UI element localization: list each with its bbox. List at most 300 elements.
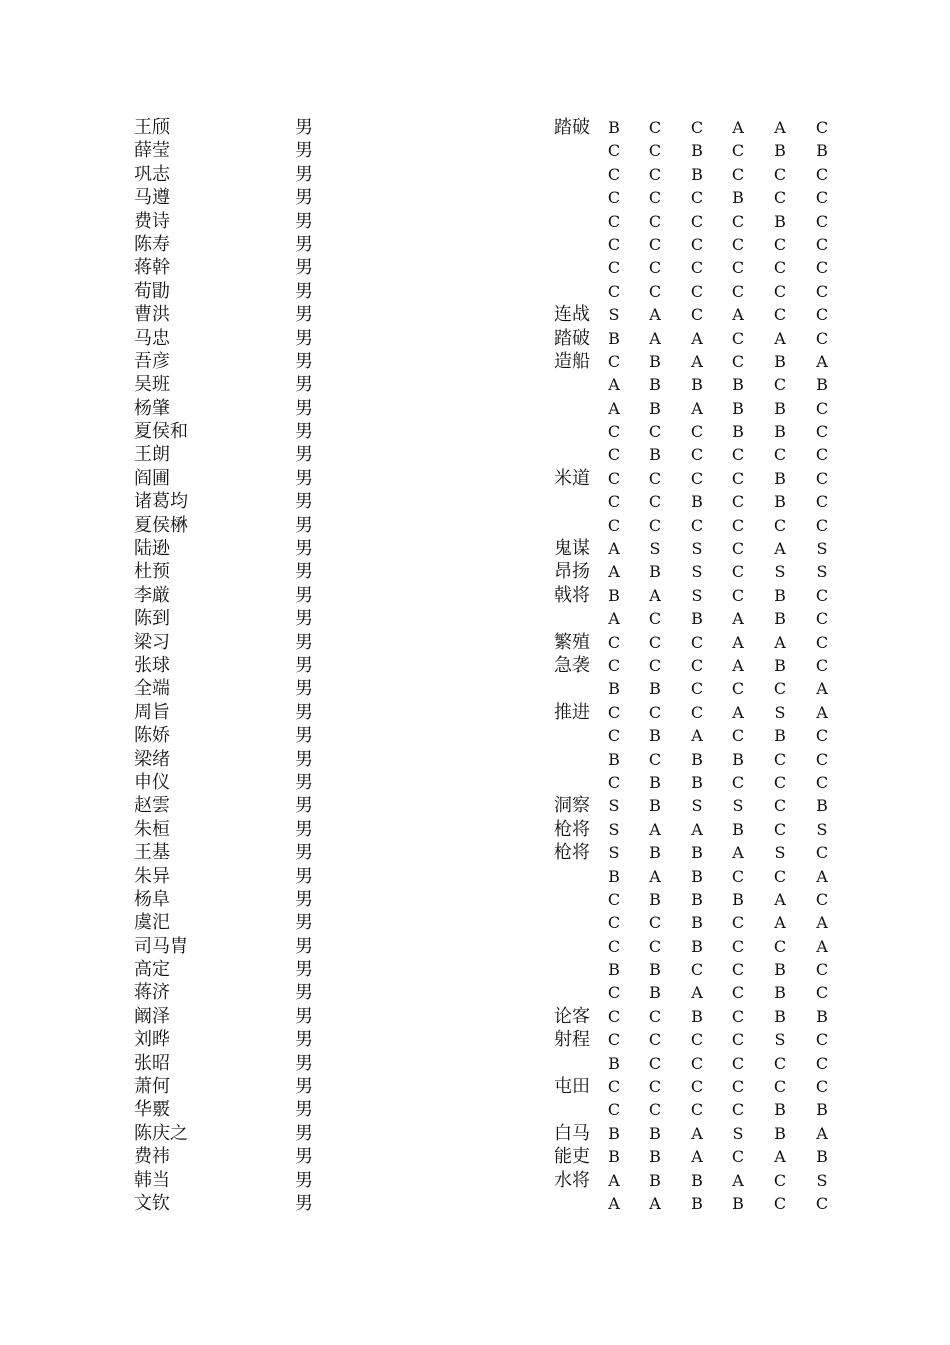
officer-gender: 男 xyxy=(295,233,313,255)
grade-cell: C xyxy=(815,983,829,1003)
officer-name: 刘晔 xyxy=(134,1029,170,1051)
grade-cell: C xyxy=(815,1193,829,1213)
grade-cell: C xyxy=(773,258,787,278)
table-row xyxy=(0,958,950,981)
table-row xyxy=(0,420,950,443)
grade-cell: C xyxy=(731,866,745,886)
grade-cell: C xyxy=(815,772,829,792)
officer-name: 杜预 xyxy=(134,561,170,583)
grade-cell: A xyxy=(649,585,661,605)
table-row xyxy=(0,1075,950,1098)
grade-cell: A xyxy=(774,539,786,559)
officer-name: 张球 xyxy=(134,654,170,676)
grade-cell: C xyxy=(731,1077,745,1097)
grade-cell: C xyxy=(607,702,621,722)
officer-gender: 男 xyxy=(295,912,313,934)
grade-cell: C xyxy=(731,445,745,465)
officer-gender: 男 xyxy=(295,327,313,349)
officer-gender: 男 xyxy=(295,210,313,232)
table-row xyxy=(0,607,950,630)
officer-name: 马忠 xyxy=(134,327,170,349)
grade-cell: A xyxy=(691,726,703,746)
grade-cell: S xyxy=(774,843,786,863)
grade-cell: A xyxy=(774,1147,786,1167)
officer-gender: 男 xyxy=(295,491,313,513)
grade-cell: B xyxy=(732,398,744,418)
grade-cell: A xyxy=(816,351,828,371)
grade-cell: S xyxy=(732,796,744,816)
grade-cell: A xyxy=(774,632,786,652)
grade-cell: B xyxy=(774,492,786,512)
grade-cell: C xyxy=(690,281,704,301)
officer-skill: 踏破 xyxy=(554,117,590,138)
table-row xyxy=(0,514,950,537)
grade-cell: B xyxy=(691,749,703,769)
grade-cell: S xyxy=(816,1170,828,1190)
grade-cell: B xyxy=(649,1123,661,1143)
grade-cell: C xyxy=(815,1077,829,1097)
grade-cell: B xyxy=(774,398,786,418)
officer-name: 陈寿 xyxy=(134,233,170,255)
grade-cell: B xyxy=(691,1193,703,1213)
grade-cell: C xyxy=(648,234,662,254)
grade-cell: C xyxy=(648,258,662,278)
officer-gender: 男 xyxy=(295,842,313,864)
table-row xyxy=(0,1028,950,1051)
grade-cell: C xyxy=(648,281,662,301)
grade-cell: C xyxy=(815,726,829,746)
grade-cell: C xyxy=(731,772,745,792)
grade-cell: S xyxy=(732,1123,744,1143)
grade-cell: C xyxy=(607,492,621,512)
grade-cell: C xyxy=(815,749,829,769)
grade-cell: C xyxy=(731,960,745,980)
grade-cell: B xyxy=(649,843,661,863)
table-row xyxy=(0,1145,950,1168)
officer-gender: 男 xyxy=(295,865,313,887)
grade-cell: C xyxy=(731,281,745,301)
officer-gender: 男 xyxy=(295,982,313,1004)
officer-gender: 男 xyxy=(295,1076,313,1098)
officer-skill: 能吏 xyxy=(554,1146,590,1168)
grade-cell: C xyxy=(607,1100,621,1120)
officer-gender: 男 xyxy=(295,748,313,770)
grade-cell: A xyxy=(608,398,620,418)
grade-cell: A xyxy=(732,118,744,137)
grade-cell: C xyxy=(607,445,621,465)
grade-cell: C xyxy=(648,118,662,137)
grade-cell: C xyxy=(731,492,745,512)
grade-cell: C xyxy=(773,281,787,301)
grade-cell: C xyxy=(648,632,662,652)
grade-cell: C xyxy=(731,328,745,348)
grade-cell: C xyxy=(773,1053,787,1073)
grade-cell: C xyxy=(773,164,787,184)
grade-cell: C xyxy=(815,889,829,909)
table-row xyxy=(0,1169,950,1192)
officer-gender: 男 xyxy=(295,888,313,910)
table-row xyxy=(0,981,950,1004)
officer-gender: 男 xyxy=(295,397,313,419)
officer-name: 虞汜 xyxy=(134,912,170,934)
officer-skill: 推进 xyxy=(554,701,590,723)
grade-cell: A xyxy=(732,305,744,325)
grade-cell: C xyxy=(607,632,621,652)
grade-cell: C xyxy=(815,468,829,488)
grade-cell: A xyxy=(774,913,786,933)
officer-name: 薛莹 xyxy=(134,140,170,162)
grade-cell: C xyxy=(607,188,621,208)
grade-cell: B xyxy=(816,1147,828,1167)
grade-cell: B xyxy=(691,1006,703,1026)
grade-cell: C xyxy=(731,234,745,254)
table-row xyxy=(0,560,950,583)
grade-cell: C xyxy=(815,843,829,863)
grade-cell: S xyxy=(816,819,828,839)
grade-cell: C xyxy=(773,188,787,208)
grade-cell: C xyxy=(607,422,621,442)
grade-cell: C xyxy=(731,539,745,559)
grade-cell: B xyxy=(774,422,786,442)
grade-cell: C xyxy=(815,1030,829,1050)
grade-cell: C xyxy=(773,305,787,325)
grade-cell: C xyxy=(731,1053,745,1073)
grade-cell: C xyxy=(773,1077,787,1097)
officer-gender: 男 xyxy=(295,1029,313,1051)
officer-gender: 男 xyxy=(295,257,313,279)
grade-cell: S xyxy=(816,539,828,559)
grade-cell: C xyxy=(731,1100,745,1120)
grade-cell: C xyxy=(731,562,745,582)
grade-cell: A xyxy=(691,351,703,371)
grade-cell: C xyxy=(773,772,787,792)
grade-cell: A xyxy=(691,1123,703,1143)
grade-cell: B xyxy=(691,843,703,863)
officer-gender: 男 xyxy=(295,725,313,747)
officer-name: 巩志 xyxy=(134,163,170,185)
table-row xyxy=(0,327,950,350)
grade-cell: C xyxy=(690,515,704,535)
grade-cell: B xyxy=(816,141,828,161)
grade-cell: S xyxy=(691,796,703,816)
grade-cell: B xyxy=(774,585,786,605)
officer-gender: 男 xyxy=(295,140,313,162)
grade-cell: B xyxy=(649,960,661,980)
table-row xyxy=(0,584,950,607)
grade-cell: B xyxy=(732,1193,744,1213)
grade-cell: C xyxy=(731,726,745,746)
table-row xyxy=(0,186,950,209)
officer-name: 陈娇 xyxy=(134,725,170,747)
grade-cell: A xyxy=(649,819,661,839)
officer-gender: 男 xyxy=(295,678,313,700)
table-row xyxy=(0,467,950,490)
grade-cell: A xyxy=(816,1123,828,1143)
grade-cell: C xyxy=(815,281,829,301)
grade-cell: C xyxy=(731,1006,745,1026)
officer-name: 陆逊 xyxy=(134,538,170,560)
grade-cell: C xyxy=(648,936,662,956)
officer-gender: 男 xyxy=(295,701,313,723)
officer-gender: 男 xyxy=(295,374,313,396)
grade-cell: B xyxy=(774,726,786,746)
grade-cell: A xyxy=(649,305,661,325)
grade-cell: C xyxy=(815,188,829,208)
grade-cell: C xyxy=(607,772,621,792)
officer-skill: 枪将 xyxy=(554,818,590,840)
officer-gender: 男 xyxy=(295,163,313,185)
grade-cell: A xyxy=(649,866,661,886)
grade-cell: C xyxy=(690,655,704,675)
officer-name: 朱桓 xyxy=(134,818,170,840)
grade-cell: A xyxy=(691,1147,703,1167)
grade-cell: C xyxy=(815,445,829,465)
grade-cell: B xyxy=(608,118,620,137)
grade-cell: B xyxy=(691,913,703,933)
grade-cell: B xyxy=(691,164,703,184)
grade-cell: C xyxy=(690,258,704,278)
officer-gender: 男 xyxy=(295,350,313,372)
grade-cell: A xyxy=(649,1193,661,1213)
grade-cell: C xyxy=(815,398,829,418)
grade-cell: B xyxy=(649,1170,661,1190)
grade-cell: B xyxy=(649,562,661,582)
officer-name: 李厳 xyxy=(134,584,170,606)
grade-cell: B xyxy=(774,609,786,629)
table-row xyxy=(0,771,950,794)
grade-cell: A xyxy=(816,702,828,722)
grade-cell: C xyxy=(607,913,621,933)
grade-cell: A xyxy=(774,118,786,137)
grade-cell: C xyxy=(648,492,662,512)
grade-cell: B xyxy=(608,960,620,980)
grade-cell: C xyxy=(815,211,829,231)
grade-cell: C xyxy=(690,445,704,465)
grade-cell: C xyxy=(690,118,704,137)
officer-name: 王颀 xyxy=(134,117,170,138)
grade-cell: C xyxy=(648,1030,662,1050)
grade-cell: B xyxy=(816,796,828,816)
table-row xyxy=(0,677,950,700)
officer-table xyxy=(0,116,950,1215)
grade-cell: B xyxy=(774,655,786,675)
officer-gender: 男 xyxy=(295,771,313,793)
grade-cell: C xyxy=(607,281,621,301)
grade-cell: B xyxy=(732,819,744,839)
officer-name: 赵雲 xyxy=(134,795,170,817)
grade-cell: C xyxy=(648,749,662,769)
grade-cell: C xyxy=(773,375,787,395)
officer-gender: 男 xyxy=(295,1052,313,1074)
grade-cell: C xyxy=(648,141,662,161)
table-row xyxy=(0,701,950,724)
grade-cell: C xyxy=(607,211,621,231)
officer-name: 萧何 xyxy=(134,1076,170,1098)
grade-cell: C xyxy=(690,422,704,442)
grade-cell: B xyxy=(774,141,786,161)
grade-cell: A xyxy=(732,843,744,863)
officer-gender: 男 xyxy=(295,584,313,606)
officer-gender: 男 xyxy=(295,117,313,138)
grade-cell: C xyxy=(731,983,745,1003)
grade-cell: B xyxy=(691,141,703,161)
officer-gender: 男 xyxy=(295,654,313,676)
grade-cell: S xyxy=(691,539,703,559)
officer-gender: 男 xyxy=(295,304,313,326)
grade-cell: B xyxy=(774,1100,786,1120)
grade-cell: C xyxy=(731,258,745,278)
table-row xyxy=(0,841,950,864)
grade-cell: B xyxy=(649,351,661,371)
officer-gender: 男 xyxy=(295,538,313,560)
officer-name: 夏侯楙 xyxy=(134,514,188,536)
grade-cell: B xyxy=(691,375,703,395)
grade-cell: B xyxy=(816,1006,828,1026)
grade-cell: C xyxy=(648,913,662,933)
grade-cell: C xyxy=(731,936,745,956)
officer-skill: 射程 xyxy=(554,1029,590,1051)
grade-cell: A xyxy=(816,866,828,886)
table-row xyxy=(0,1192,950,1215)
table-row xyxy=(0,350,950,373)
grade-cell: S xyxy=(608,305,620,325)
grade-cell: B xyxy=(649,889,661,909)
grade-cell: A xyxy=(732,1170,744,1190)
grade-cell: C xyxy=(773,936,787,956)
grade-cell: C xyxy=(648,1077,662,1097)
grade-cell: C xyxy=(815,328,829,348)
grade-cell: B xyxy=(732,422,744,442)
grade-cell: A xyxy=(691,983,703,1003)
officer-gender: 男 xyxy=(295,795,313,817)
grade-cell: B xyxy=(649,1147,661,1167)
grade-cell: B xyxy=(608,1147,620,1167)
officer-skill: 米道 xyxy=(554,467,590,489)
officer-name: 司马胄 xyxy=(134,935,188,957)
grade-cell: C xyxy=(607,515,621,535)
grade-cell: C xyxy=(815,515,829,535)
table-row xyxy=(0,256,950,279)
officer-skill: 造船 xyxy=(554,350,590,372)
officer-name: 诸葛均 xyxy=(134,491,188,513)
officer-name: 蒋济 xyxy=(134,982,170,1004)
officer-skill: 水将 xyxy=(554,1169,590,1191)
table-row xyxy=(0,794,950,817)
grade-cell: C xyxy=(607,1030,621,1050)
officer-skill: 连战 xyxy=(554,304,590,326)
grade-cell: C xyxy=(815,118,829,137)
grade-cell: C xyxy=(607,1006,621,1026)
grade-cell: B xyxy=(608,749,620,769)
officer-name: 陈庆之 xyxy=(134,1122,188,1144)
officer-gender: 男 xyxy=(295,467,313,489)
grade-cell: C xyxy=(731,211,745,231)
grade-cell: A xyxy=(608,1193,620,1213)
grade-cell: C xyxy=(607,258,621,278)
grade-cell: C xyxy=(607,141,621,161)
grade-cell: C xyxy=(648,609,662,629)
grade-cell: C xyxy=(815,258,829,278)
grade-cell: C xyxy=(773,749,787,769)
grade-cell: S xyxy=(774,702,786,722)
table-row xyxy=(0,724,950,747)
grade-cell: C xyxy=(607,726,621,746)
officer-name: 吴班 xyxy=(134,374,170,396)
grade-cell: C xyxy=(690,702,704,722)
table-row xyxy=(0,818,950,841)
grade-cell: C xyxy=(648,468,662,488)
officer-skill: 急袭 xyxy=(554,654,590,676)
officer-gender: 男 xyxy=(295,1099,313,1121)
grade-cell: B xyxy=(774,211,786,231)
officer-name: 夏侯和 xyxy=(134,421,188,443)
grade-cell: C xyxy=(773,819,787,839)
grade-cell: S xyxy=(774,1030,786,1050)
grade-cell: C xyxy=(731,1030,745,1050)
grade-cell: B xyxy=(816,1100,828,1120)
grade-cell: C xyxy=(690,632,704,652)
grade-cell: A xyxy=(774,328,786,348)
officer-name: 阎圃 xyxy=(134,467,170,489)
officer-name: 马遵 xyxy=(134,187,170,209)
grade-cell: B xyxy=(649,796,661,816)
grade-cell: S xyxy=(649,539,661,559)
grade-cell: A xyxy=(608,375,620,395)
grade-cell: C xyxy=(731,585,745,605)
grade-cell: S xyxy=(608,843,620,863)
grade-cell: B xyxy=(732,889,744,909)
grade-cell: C xyxy=(731,913,745,933)
grade-cell: B xyxy=(649,726,661,746)
officer-name: 申仪 xyxy=(134,771,170,793)
grade-cell: C xyxy=(731,351,745,371)
officer-name: 韩当 xyxy=(134,1169,170,1191)
grade-cell: B xyxy=(691,889,703,909)
officer-skill: 屯田 xyxy=(554,1076,590,1098)
grade-cell: C xyxy=(690,305,704,325)
grade-cell: B xyxy=(608,679,620,699)
grade-cell: C xyxy=(731,515,745,535)
grade-cell: A xyxy=(691,819,703,839)
grade-cell: C xyxy=(690,1077,704,1097)
officer-gender: 男 xyxy=(295,935,313,957)
grade-cell: C xyxy=(648,515,662,535)
grade-cell: B xyxy=(649,398,661,418)
grade-cell: C xyxy=(815,609,829,629)
grade-cell: A xyxy=(608,562,620,582)
grade-cell: B xyxy=(649,375,661,395)
grade-cell: B xyxy=(732,188,744,208)
table-row xyxy=(0,443,950,466)
table-row xyxy=(0,1122,950,1145)
grade-cell: C xyxy=(815,164,829,184)
grade-cell: S xyxy=(691,562,703,582)
grade-cell: C xyxy=(815,585,829,605)
grade-cell: A xyxy=(608,609,620,629)
grade-cell: A xyxy=(816,936,828,956)
grade-cell: B xyxy=(691,1170,703,1190)
grade-cell: C xyxy=(607,655,621,675)
table-row xyxy=(0,537,950,560)
grade-cell: C xyxy=(690,679,704,699)
officer-skill: 枪将 xyxy=(554,842,590,864)
officer-name: 杨肇 xyxy=(134,397,170,419)
grade-cell: B xyxy=(774,468,786,488)
table-row xyxy=(0,911,950,934)
grade-cell: S xyxy=(608,796,620,816)
grade-cell: C xyxy=(773,445,787,465)
table-row xyxy=(0,280,950,303)
